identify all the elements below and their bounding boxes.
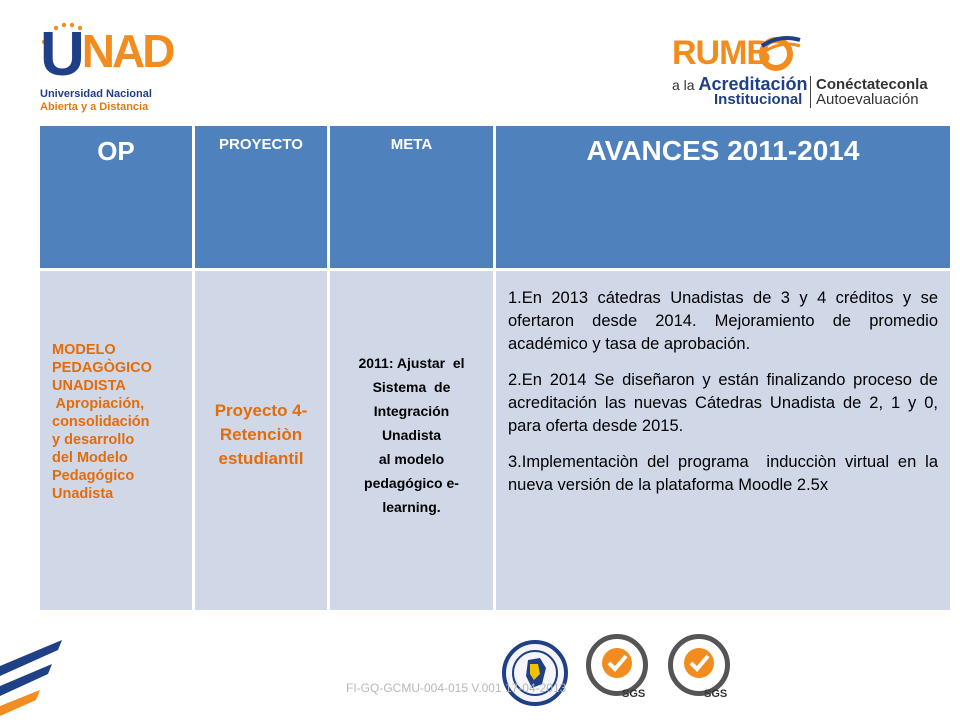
unad-name-line2: Abierta y a Distancia bbox=[40, 101, 149, 113]
footer-swoosh-icon bbox=[0, 636, 70, 720]
checkmark-icon bbox=[591, 639, 643, 691]
avances-text bbox=[508, 287, 943, 497]
rumbo-word: RUMB bbox=[672, 34, 770, 72]
checkmark-icon bbox=[673, 639, 725, 691]
avances-table bbox=[40, 126, 950, 610]
rumbo-conectate: Conéctateconla bbox=[816, 76, 928, 93]
unad-mark: UNAD bbox=[40, 20, 173, 89]
sgs-label-1: SGS bbox=[622, 688, 646, 700]
rumbo-line-a: a la Acreditación bbox=[672, 74, 808, 94]
cell-avances bbox=[496, 271, 950, 610]
header-meta: META bbox=[330, 126, 493, 268]
unad-name-line1: Universidad Nacional bbox=[40, 88, 152, 100]
avance-item-1: 1.En 2013 cátedras Unadistas de 3 y 4 créditos y se ofertaron desde 2014. Mejoramiento de promedio académico y tasa de aprobación. bbox=[508, 289, 938, 353]
footer-document-code: FI-GQ-GCMU-004-015 V.001 17-04-2013 bbox=[346, 681, 567, 695]
proyecto-text: Proyecto 4- Retenciòn estudiantil bbox=[214, 401, 308, 468]
sgs-iso-certification-seal-icon bbox=[668, 634, 730, 696]
header-avances: AVANCES 2011-2014 bbox=[496, 126, 950, 268]
op-text: MODELO PEDAGÒGICO UNADISTA Apropiación, consolidación y desarrollo del Modelo Pedagógico Unadista bbox=[52, 342, 152, 502]
rumbo-separator bbox=[810, 76, 811, 108]
cell-proyecto bbox=[195, 271, 327, 610]
certification-seal-icon bbox=[502, 640, 568, 706]
rumbo-autoevaluacion: Autoevaluación bbox=[816, 91, 919, 108]
header-op: OP bbox=[40, 126, 192, 268]
rumbo-acreditacion-logo bbox=[668, 36, 934, 112]
cell-meta bbox=[330, 271, 493, 610]
avance-item-2: 2.En 2014 Se diseñaron y están finalizando proceso de acreditación las nuevas Cátedras Unadista de 2, 1 y 0, para oferta desde 2015. bbox=[508, 371, 938, 435]
cell-op bbox=[40, 271, 192, 610]
rumbo-swoosh-icon bbox=[754, 32, 802, 72]
sgs-label-2: SGS bbox=[704, 688, 728, 700]
rumbo-institucional: Institucional bbox=[714, 91, 803, 108]
meta-text: 2011: Ajustar el Sistema de Integración Unadista al modelo pedagógico e- learning. bbox=[358, 355, 465, 515]
avance-item-3: 3.Implementaciòn del programa inducciòn virtual en la nueva versión de la plataforma Moodle 2.5x bbox=[508, 453, 943, 494]
header-proyecto: PROYECTO bbox=[195, 126, 327, 268]
sgs-system-certification-seal-icon bbox=[586, 634, 648, 696]
unad-logo bbox=[36, 20, 173, 120]
